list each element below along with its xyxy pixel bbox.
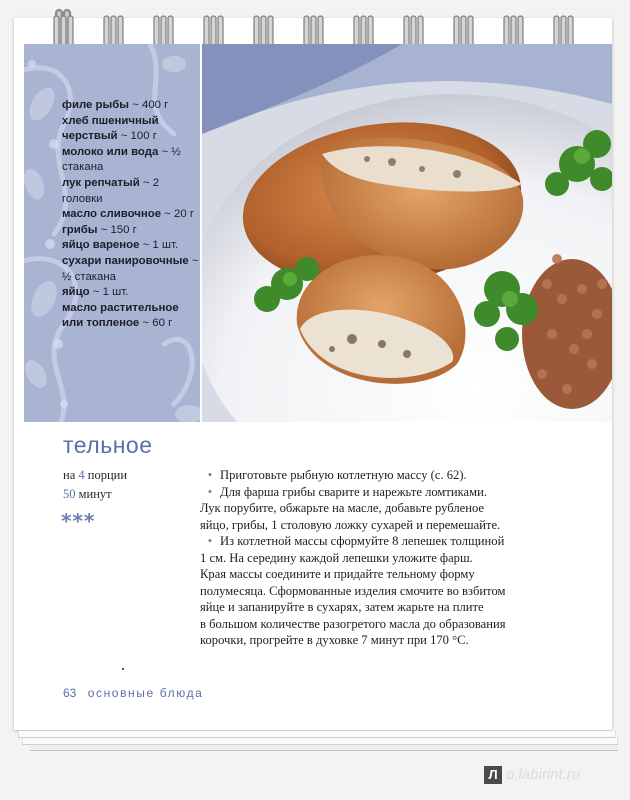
recipe-meta xyxy=(63,466,127,504)
step-line: • Для фарша грибы сварите и нарежьте ломтиками. xyxy=(200,484,585,501)
bullet-icon: • xyxy=(207,484,213,499)
bullet-icon: • xyxy=(207,534,213,548)
step-line: • Приготовьте рыбную котлетную массу (с. 62). xyxy=(200,467,585,484)
step-line: 1 см. На середину каждой лепешки уложите фарш. xyxy=(200,550,473,565)
step-line: яйце и запанируйте в сухарях, затем жарьте на плите xyxy=(200,600,484,614)
ingredient-item: лук репчатый ~ 2 головки xyxy=(62,176,160,205)
cook-time: 50 минут xyxy=(63,487,112,501)
ingredient-list xyxy=(62,98,200,332)
star-decor-icon: *** xyxy=(61,509,96,533)
page-stack-edge xyxy=(30,746,618,751)
step-line: полумесяца. Сформованные изделия смочите во взбитом xyxy=(200,583,506,598)
step-line: Лук порубите, обжарьте на масле, добавьте рубленое xyxy=(200,501,484,515)
page-stack-edge xyxy=(22,738,618,745)
step-line: • Из котлетной массы сформуйте 8 лепешек толщиной xyxy=(200,533,585,550)
dish-photo xyxy=(202,44,612,422)
ingredient-item: масло растительное или топленое ~ 60 г xyxy=(62,301,179,330)
ingredient-item: грибы ~ 150 г xyxy=(62,223,137,236)
bullet-icon: • xyxy=(207,468,213,482)
page-stack-edge xyxy=(18,731,616,738)
page-footer xyxy=(63,686,203,700)
step-line: Края массы соедините и придайте тельному форму xyxy=(200,567,475,581)
ingredients-panel xyxy=(24,44,200,422)
ingredient-item: яйцо вареное ~ 1 шт. xyxy=(62,239,179,252)
ingredient-item: молоко или вода ~ ½ стакана xyxy=(62,145,181,174)
labirint-logo-icon: Л xyxy=(484,766,502,784)
step-line: яйцо, грибы, 1 столовую ложку сухарей и перемешайте. xyxy=(200,517,501,532)
page-number: 63 xyxy=(63,686,77,700)
ingredient-item: яйцо ~ 1 шт. xyxy=(62,286,129,299)
ingredient-item: масло сливочное ~ 20 г xyxy=(62,208,195,221)
ingredient-item: хлеб пшеничный черствый ~ 100 г xyxy=(62,114,159,143)
step-line: корочки, прогрейте в духовке 7 минут при 170 °С. xyxy=(200,633,469,647)
ingredient-item: филе рыбы ~ 400 г xyxy=(62,99,169,111)
recipe-title: тельное xyxy=(63,432,153,458)
print-mark xyxy=(122,668,124,670)
section-title: основные блюда xyxy=(87,686,204,700)
instructions xyxy=(200,467,585,649)
portions: на 4 порции xyxy=(63,468,128,482)
ingredient-item: сухари панировочные ~ ½ стакана xyxy=(62,254,199,283)
watermark: Л o.labirint.ru xyxy=(484,766,580,784)
step-line: в большом количестве разогретого масла до образования xyxy=(200,616,506,631)
